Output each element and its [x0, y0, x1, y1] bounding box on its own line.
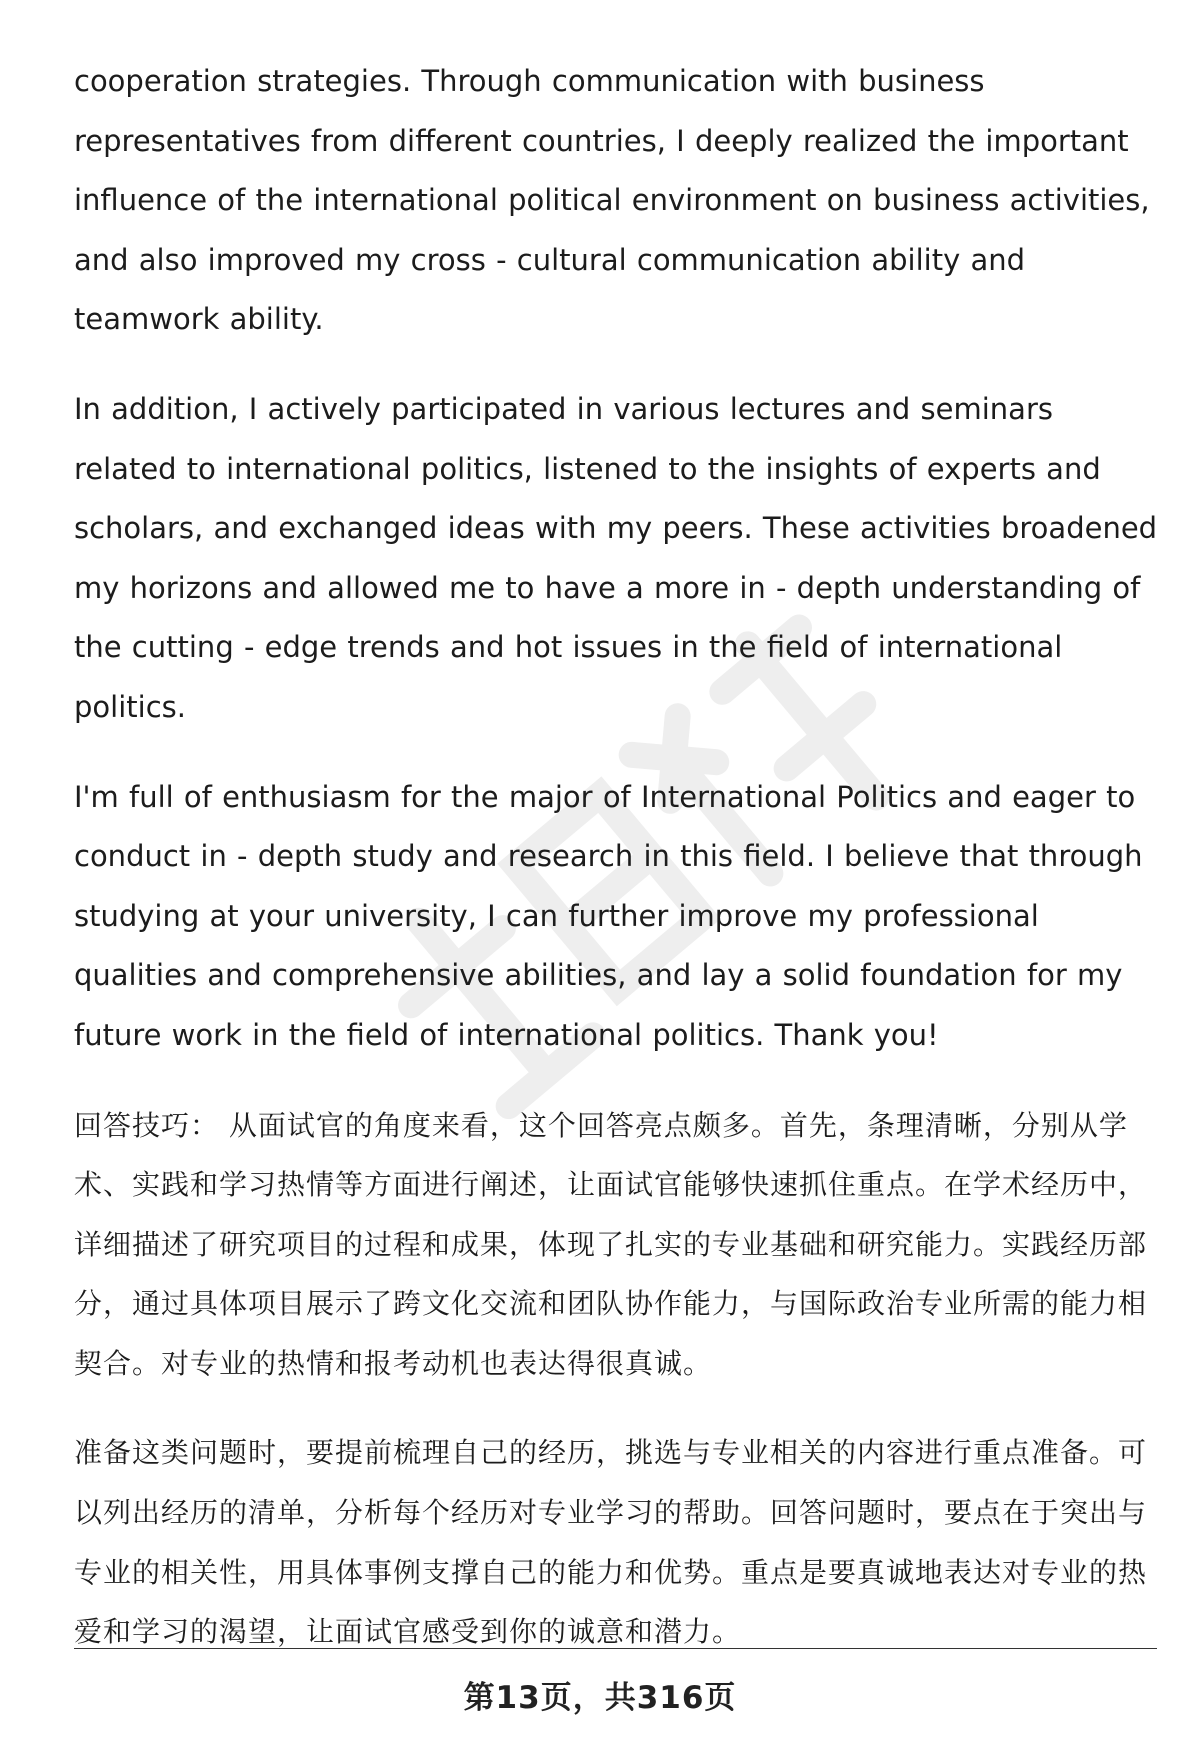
main-content — [74, 52, 1160, 1692]
paragraph-preparation-advice: 准备这类问题时，要提前梳理自己的经历，挑选与专业相关的内容进行重点准备。可以列出经历的清单，分析每个经历对专业学习的帮助。回答问题时，要点在于突出与专业的相关性，用具体事例支撑自己的能力和优势。重点是要真诚地表达对专业的热爱和学习的渴望，让面试官感受到你的诚意和潜力。 — [74, 1436, 1148, 1649]
paragraph-enthusiasm-closing: I'm full of enthusiasm for the major of International Politics and eager to conduct in - depth study and research in this field. I believe that through studying at your university, I can further improve my professional qualities and comprehensive abilities, and lay a solid foundation for my future work in the field of international politics. Thank you! — [74, 779, 1143, 1052]
paragraph-cooperation-strategies: cooperation strategies. Through communication with business representatives from different countries, I deeply realized the important influence of the international political environment on business activities, and also improved my cross - cultural communication ability and teamwork ability. — [74, 64, 1150, 337]
footer-divider — [74, 1648, 1157, 1649]
page-number: 第13页，共316页 — [463, 1680, 737, 1716]
paragraph-answer-tips: 回答技巧： 从面试官的角度来看，这个回答亮点颇多。首先，条理清晰，分别从学术、实践和学习热情等方面进行阐述，让面试官能够快速抓住重点。在学术经历中，详细描述了研究项目的过程和成果，体现了扎实的专业基础和研究能力。实践经历部分，通过具体项目展示了跨文化交流和团队协作能力，与国际政治专业所需的能力相契合。对专业的热情和报考动机也表达得很真诚。 — [74, 1108, 1148, 1380]
paragraph-lectures-seminars: In addition, I actively participated in various lectures and seminars related to international politics, listened to the insights of experts and scholars, and exchanged ideas with my peers. These activities broadened my horizons and allowed me to have a more in - depth understanding of the cutting - edge trends and hot issues in the field of international politics. — [74, 391, 1158, 724]
